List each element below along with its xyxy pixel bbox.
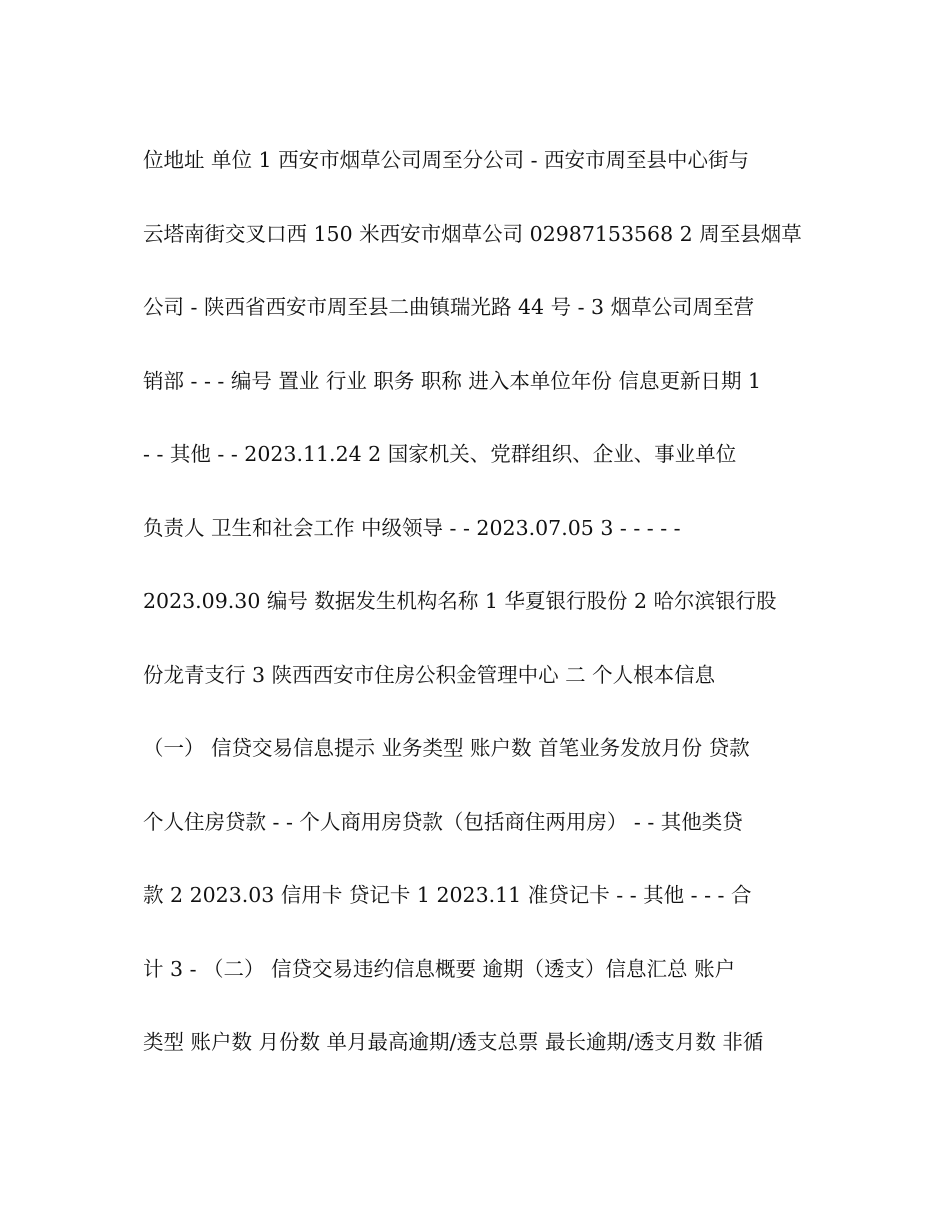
text-line-4: 销部 - - - 编号 置业 行业 职务 职称 进入本单位年份 信息更新日期 1 <box>143 368 762 393</box>
text-line-1: 位地址 单位 1 西安市烟草公司周至分公司 - 西安市周至县中心街与 <box>143 148 750 172</box>
text-line-12: 计 3 - （二） 信贷交易违约信息概要 逾期（透支）信息汇总 账户 <box>143 956 736 981</box>
text-line-11: 款 2 2023.03 信用卡 贷记卡 1 2023.11 准贷记卡 - - 其他 - - - 合 <box>143 883 752 907</box>
text-line-3: 公司 - 陕西省西安市周至县二曲镇瑞光路 44 号 - 3 烟草公司周至营 <box>143 295 755 319</box>
text-line-7: 2023.09.30 编号 数据发生机构名称 1 华夏银行股份 2 哈尔滨银行股 <box>143 589 777 613</box>
text-line-10: 个人住房贷款 - - 个人商用房贷款（包括商住两用房） - - 其他类贷 <box>143 809 743 834</box>
text-line-13: 类型 账户数 月份数 单月最高逾期/透支总票 最长逾期/透支月数 非循 <box>143 1030 764 1054</box>
text-line-2: 云塔南街交叉口西 150 米西安市烟草公司 02987153568 2 周至县烟草 <box>143 221 802 246</box>
text-line-5: - - 其他 - - 2023.11.24 2 国家机关、党群组织、企业、事业单位 <box>143 442 737 466</box>
text-line-9: （一） 信贷交易信息提示 业务类型 账户数 首笔业务发放月份 贷款 <box>143 736 750 760</box>
body-text <box>143 139 813 1095</box>
text-line-6: 负责人 卫生和社会工作 中级领导 - - 2023.07.05 3 - - - - - <box>143 515 681 540</box>
text-line-8: 份龙青支行 3 陕西西安市住房公积金管理中心 二 个人根本信息 <box>143 662 716 687</box>
